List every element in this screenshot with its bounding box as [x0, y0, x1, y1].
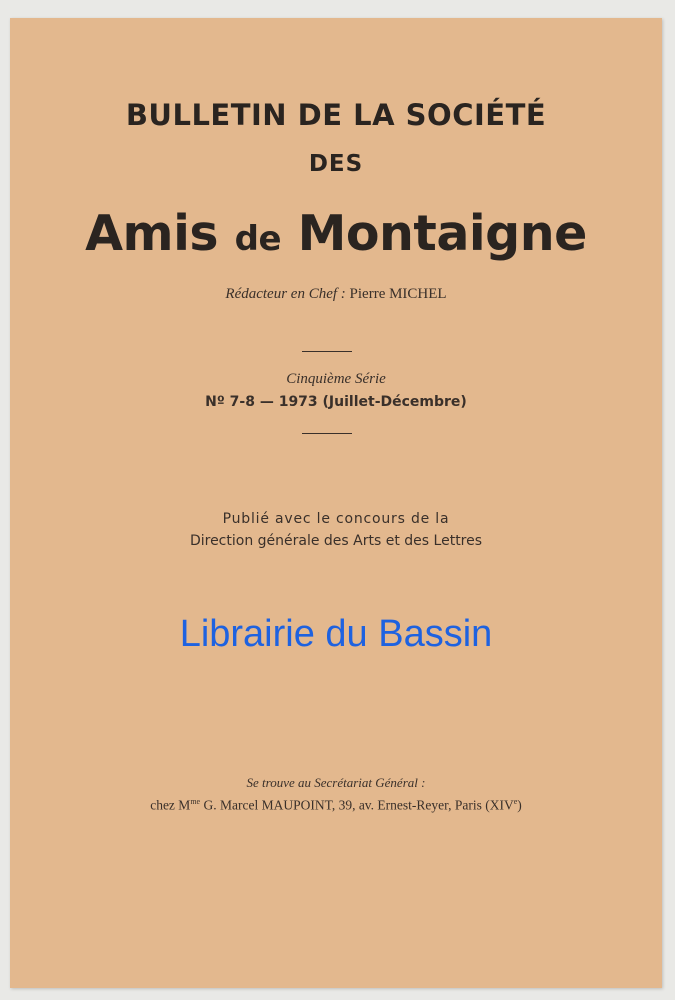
- bulletin-heading: BULLETIN DE LA SOCIÉTÉ: [125, 98, 547, 132]
- secretariat-line-1: Se trouve au Secrétariat Général :: [246, 775, 426, 790]
- secretariat-end: ): [517, 797, 522, 813]
- publication-line-1: Publié avec le concours de la: [222, 511, 450, 527]
- divider-bottom: [302, 433, 352, 434]
- issue-number: Nº 7-8 — 1973 (Juillet-Décembre): [205, 394, 467, 410]
- bulletin-heading-des: DES: [308, 151, 364, 177]
- editor-label: Rédacteur en Chef :: [225, 286, 346, 302]
- editor-line: [10, 286, 662, 303]
- publication-line-2: Direction générale des Arts et des Lettres: [189, 533, 483, 549]
- series-label: Cinquième Série: [286, 371, 386, 387]
- bulletin-title: [10, 205, 662, 262]
- title-amis: Amis: [85, 205, 219, 262]
- title-montaigne: Montaigne: [297, 205, 587, 262]
- divider-top: [302, 351, 352, 352]
- secretariat-sup: me: [190, 797, 201, 806]
- bookseller-watermark: Librairie du Bassin: [179, 613, 493, 655]
- title-de: de: [234, 219, 282, 259]
- secretariat-line-2: [10, 797, 662, 814]
- secretariat-address: G. Marcel MAUPOINT, 39, av. Ernest-Reyer, Paris (XIV: [200, 797, 514, 813]
- secretariat-sup2: e: [513, 797, 518, 806]
- bulletin-cover: [10, 18, 662, 988]
- secretariat-prefix: chez M: [150, 797, 191, 813]
- editor-name: Pierre MICHEL: [349, 286, 447, 302]
